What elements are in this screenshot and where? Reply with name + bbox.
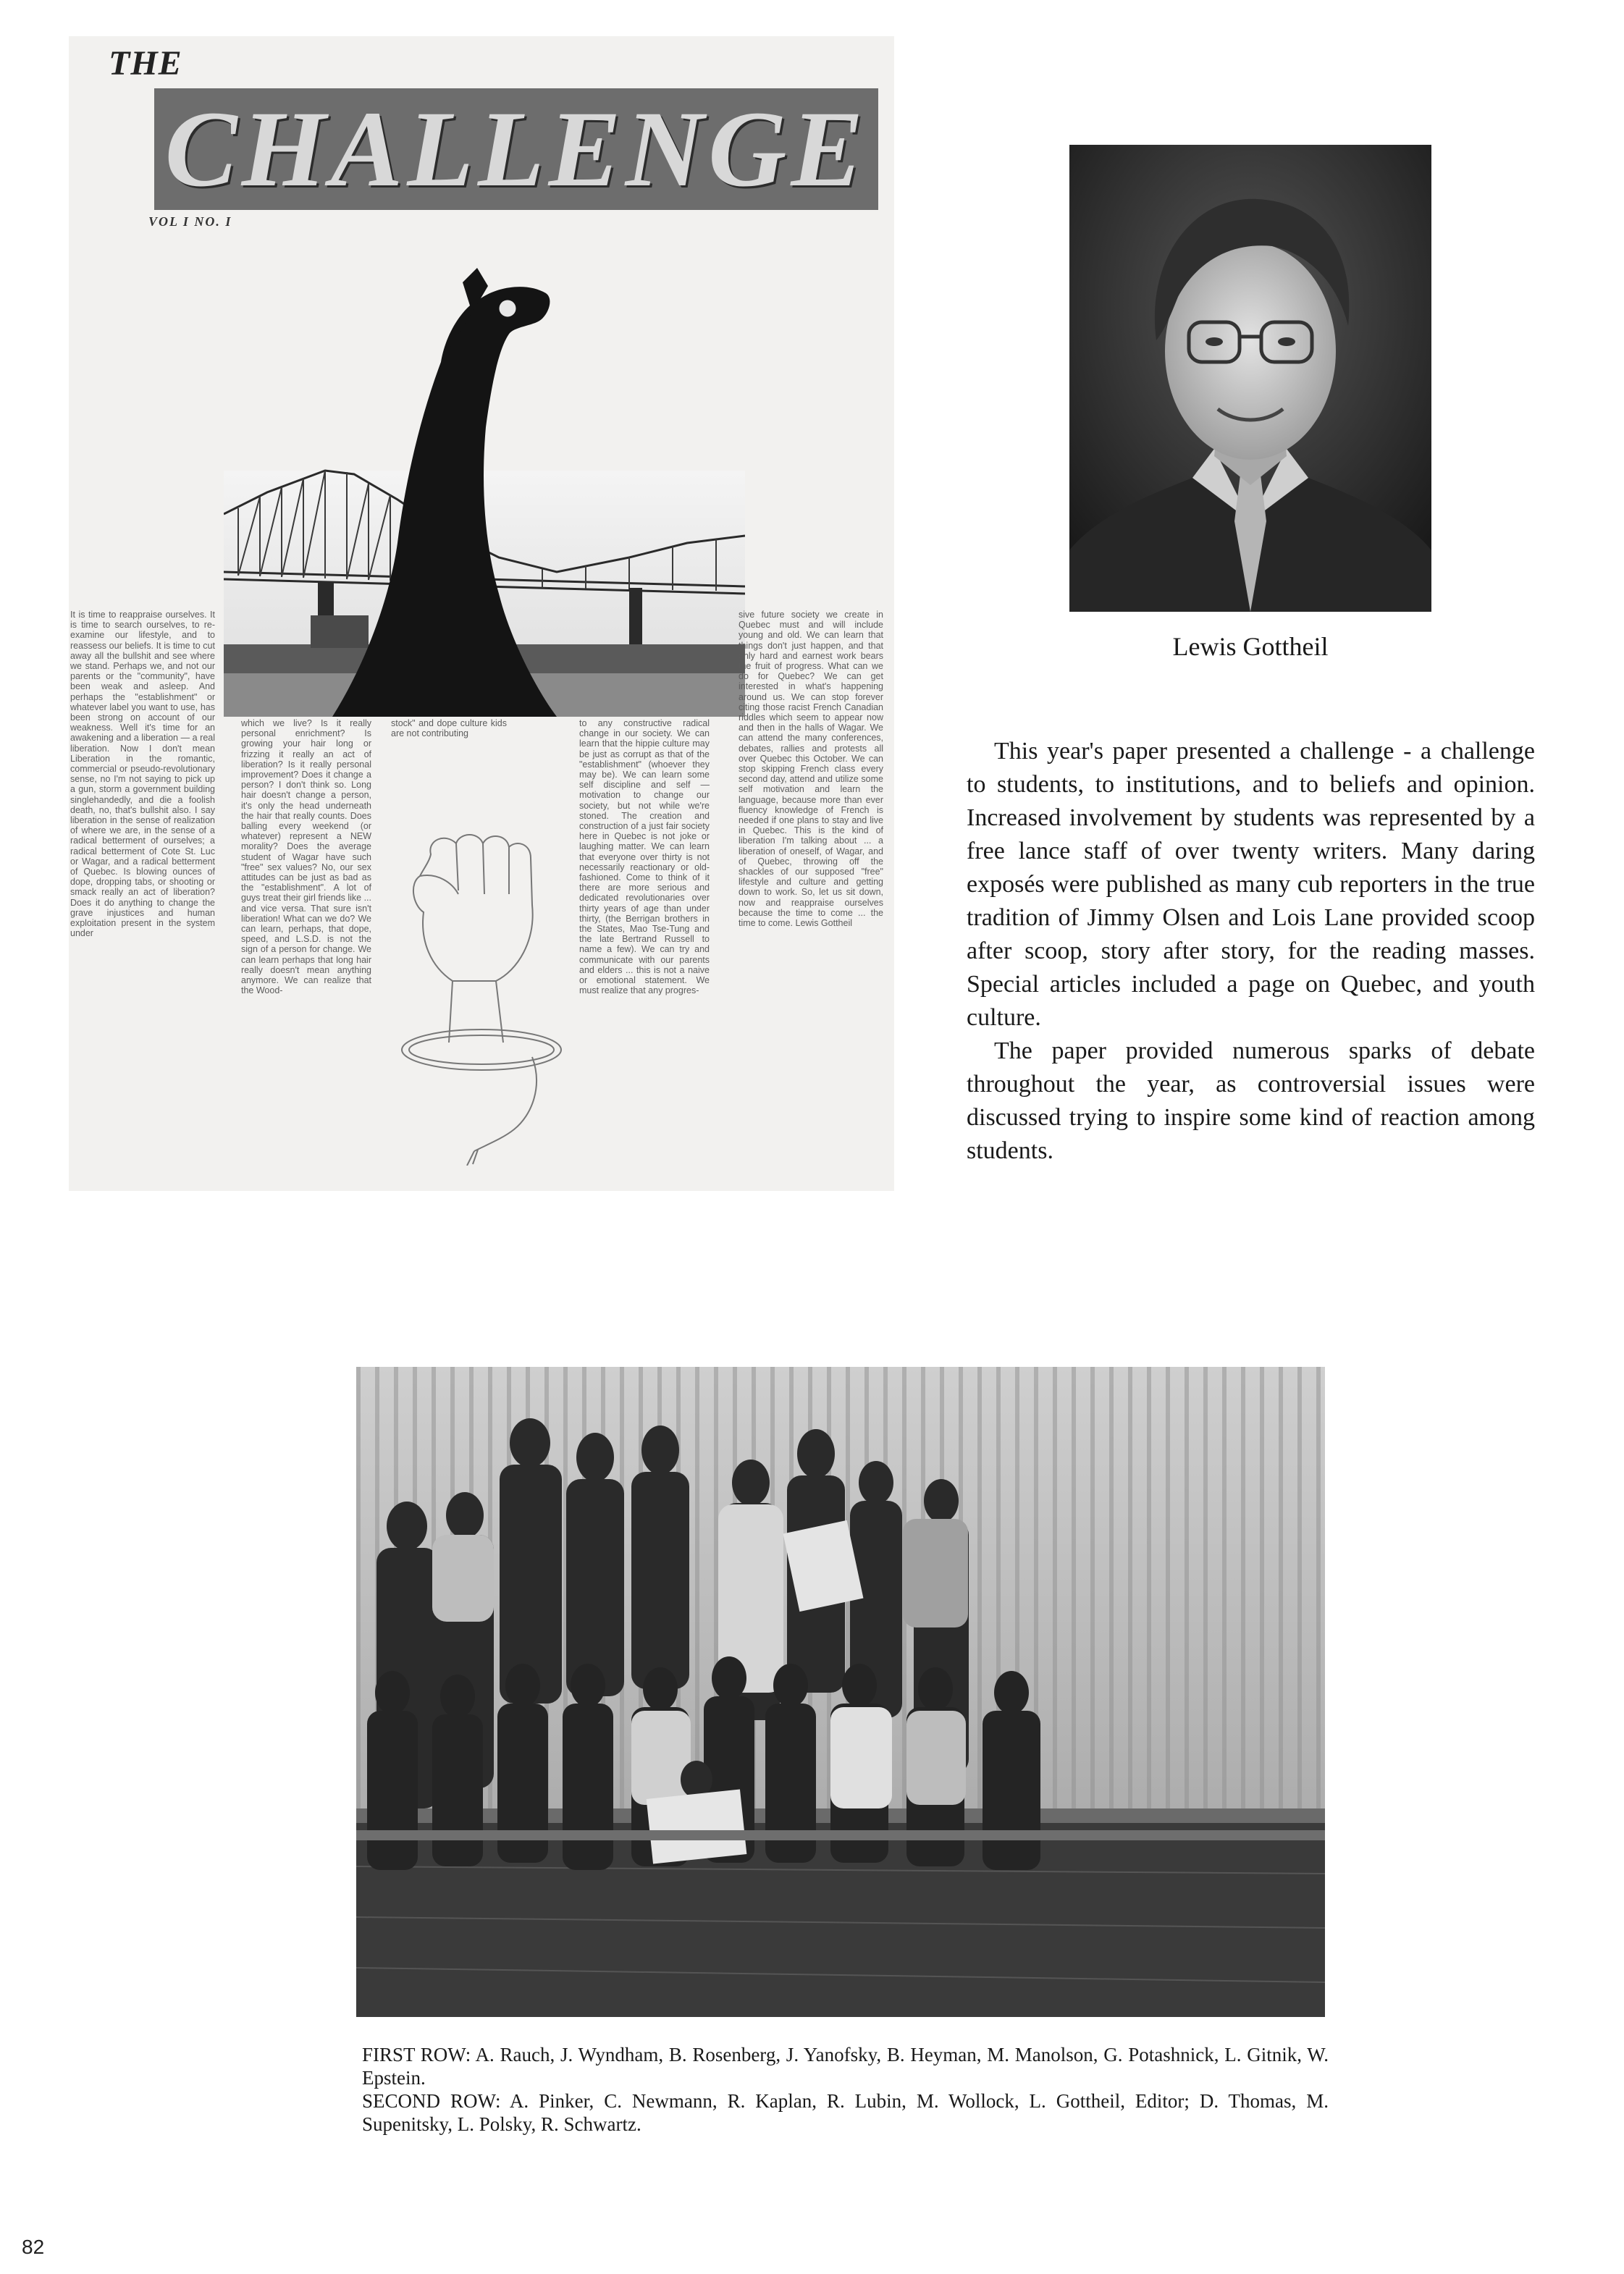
newspaper-column-4: to any constructive radical change in our society. We can learn that the hippie culture may be just as corrupt as that of the "establishment" (whoever they may be). We can learn some self discipline and self — motivation to change our society, but not while we're stoned. The creation and construction of a just fair society here in Quebec is not joke or laughing matter. We can learn that everyone over thirty is not necessarily reactionary or old-fashioned. Come to think of it there are more serious and dedicated revolutionaries over thirty years of age than under thirty, (the Berrigan brothers in the States, Mao Tse-Tung and the late Bertrand Russell to name a few). We can try and communicate with our parents and elders ... this is not a naive or emotional statement. We must realize that any progres- [579, 718, 710, 996]
bridge-sculpture-photo [224, 253, 745, 717]
caption-first-row: FIRST ROW: A. Rauch, J. Wyndham, B. Rosenberg, J. Yanofsky, B. Heyman, M. Manolson, G. Potashnick, L. Gitnik, W. Epstein. [362, 2044, 1329, 2089]
newspaper-volume: VOL I NO. I [148, 214, 232, 229]
caption-second-row: SECOND ROW: A. Pinker, C. Newmann, R. Kaplan, R. Lubin, M. Wollock, L. Gottheil, Editor; D. Thomas, M. Supenitsky, L. Polsky, R. Schwartz. [362, 2090, 1329, 2135]
newspaper-column-3: stock" and dope culture kids are not contributing [391, 718, 507, 739]
newspaper-column-5: sive future society we create in Quebec must and will include young and old. We can learn that things don't just happen, and that only hard and earnest work bears the fruit of progress. What can we do for Quebec? We can get interested in what's happening around us. We can stop forever citing those racist French Canadian riddles which seem to appear now and then in the halls of Wagar. We can attend the many conferences, debates, rallies and protests all over Quebec this October. We can stop skipping French class every second day, attend and utilize some self motivation and learn the language, because more than ever fluency knowledge of French is needed if one plans to stay and live in Quebec. This is the kind of liberation I'm talking about ... a liberation of oneself, of Wagar, and of Quebec, throwing off the shackles of our supposed "free" lifestyle and culture and getting down to work. So, let us sit down, now and reappraise ourselves because the time to come ... the time to come. Lewis Gottheil [739, 610, 883, 929]
newspaper-clipping [69, 36, 894, 1191]
page-number: 82 [22, 2236, 45, 2258]
newspaper-column-2: which we live? Is it really personal enrichment? Is growing your hair long or frizzing it really an act of liberation? Is it really personal improvement? Does it change a person? I don't think so. Long hair doesn't change a person, it's only the head underneath the hair that really counts. Does balling every weekend (or whatever) represent a NEW morality? Does the average student of Wagar have such "free" sex values? No, our sex attitudes can be just as bad as the "establishment". A lot of guys treat their girl friends like ... and vice versa. That sure isn't liberation! What can we do? We can learn, perhaps, that dope, speed, and L.S.D. is not the sign of a person for change. We can learn perhaps that long hair really doesn't mean anything anymore. We can realize that the Wood- [241, 718, 371, 996]
portrait-caption: Lewis Gottheil [1172, 632, 1329, 661]
portrait-photo [1069, 145, 1431, 612]
group-photo-caption [362, 2043, 1329, 2136]
newspaper-masthead-small: THE [109, 44, 182, 83]
newspaper-masthead-title: CHALLENGE [164, 89, 868, 209]
fist-chain-illustration [387, 825, 576, 1166]
article-text [967, 735, 1535, 1168]
article-paragraph: The paper provided numerous sparks of debate throughout the year, as controversial issues were discussed trying to inspire some kind of reaction among students. [967, 1037, 1535, 1164]
newspaper-column-1: It is time to reappraise ourselves. It is time to search ourselves, to re-examine our lifestyle, and to reassess our beliefs. It is time to cut away all the bullshit and see where we stand. Perhaps we, and not our parents or the "community", have been weak and asleep. And perhaps the "establishment" or whatever label you want to use, has been strong on account of our weakness. Well it's time for an awakening and a liberation — a real liberation. Now I don't mean Liberation in the romantic, commercial or pseudo-revolutionary sense, no I'm not saying to pick up a gun, storm a government building singlehandedly, and die a foolish death, no, that's bullshit also. I say liberation in the sense of realization of where we are, in the sense of a radical betterment of ourselves; a radical betterment of Cote St. Luc or Wagar, and a radical betterment of Quebec. Is blowing ounces of dope, dropping tabs, or shooting or smack really an act of liberation? Does it do anything to change the grave injustices and human exploitation present in the system under [70, 610, 215, 939]
group-photo [356, 1367, 1325, 2017]
article-paragraph: This year's paper presented a challenge - a challenge to students, to institutions, and to beliefs and opinion. Increased involvement by students was represented by a free lance staff of over twenty writers. Many daring exposés were published as many cub reporters in the true tradition of Jimmy Olsen and Lois Lane provided scoop after scoop, story after story, for the reading masses. Special articles included a page on Quebec, and youth culture. [967, 738, 1535, 1031]
